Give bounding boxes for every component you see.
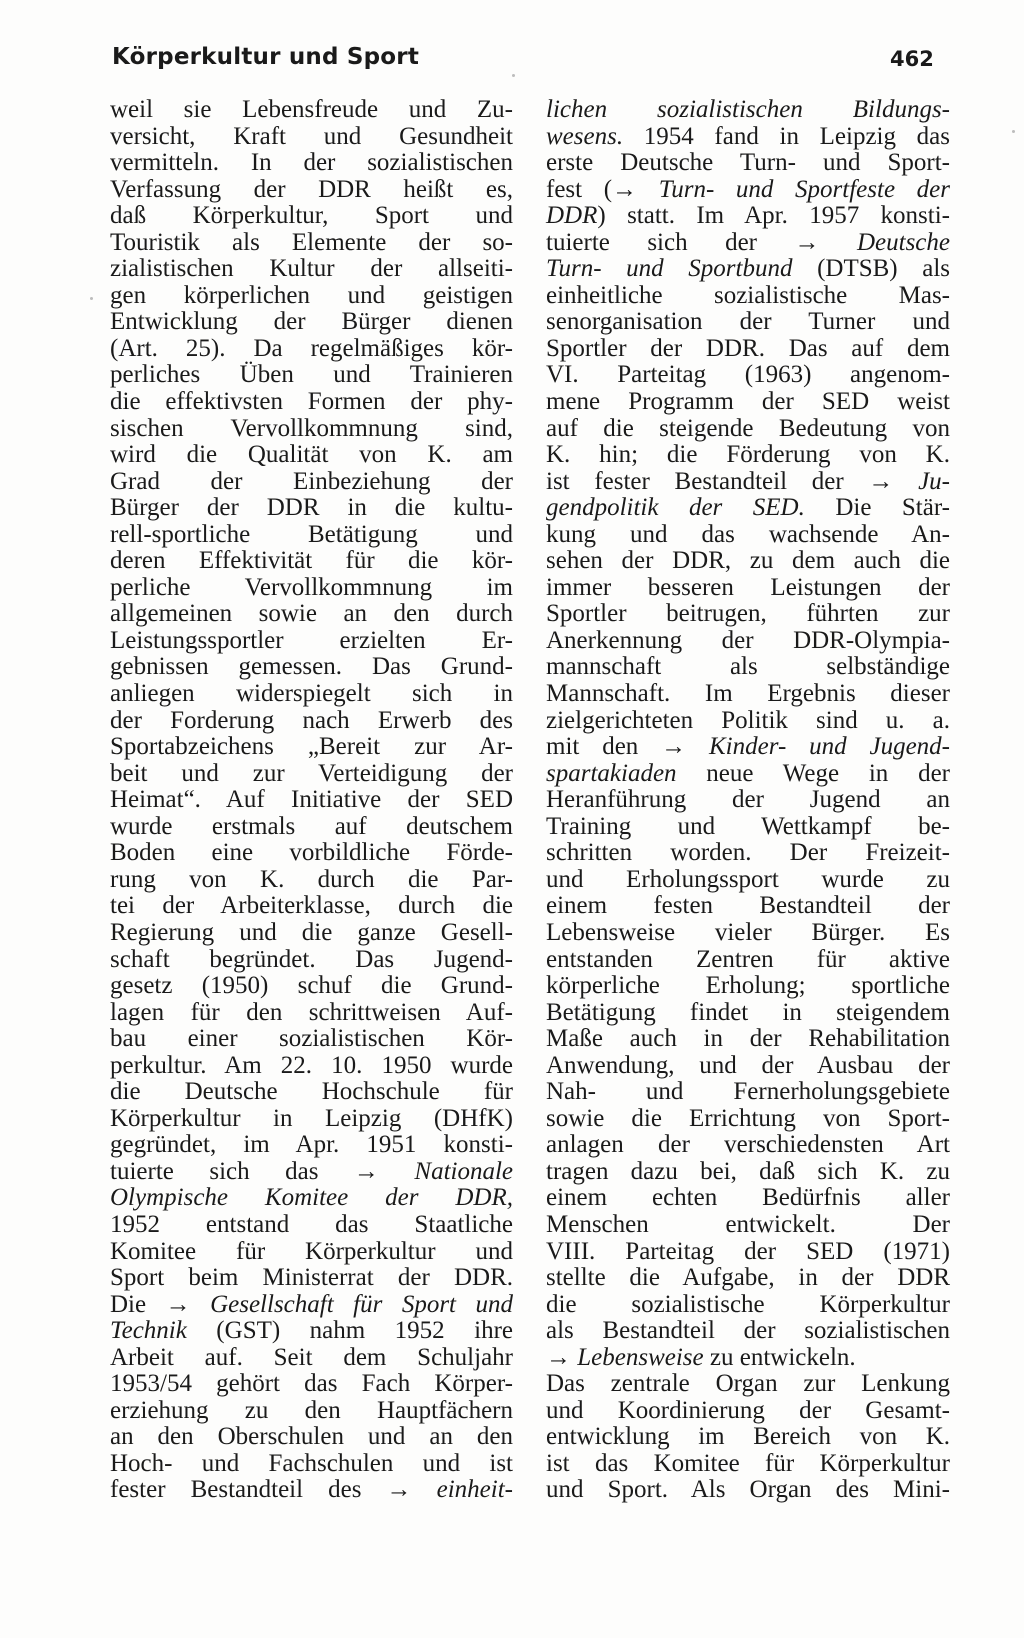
text-run: an den Oberschulen und an den <box>110 1423 513 1451</box>
text-run: Grad der Einbeziehung der <box>110 467 513 495</box>
text-line <box>546 681 950 708</box>
text-line <box>110 362 513 389</box>
text-run: erziehung zu den Hauptfächern <box>110 1396 513 1424</box>
text-run: wurde erstmals auf deutschem <box>110 812 513 840</box>
text-run: einem festen Bestandteil der <box>546 892 950 920</box>
text-line <box>110 708 513 735</box>
page-number: 462 <box>890 47 934 71</box>
text-line <box>110 761 513 788</box>
text-run: Boden eine vorbildliche Förde- <box>110 839 513 867</box>
text-run: senorganisation der Turner und <box>546 308 950 336</box>
text-run: und Erholungssport wurde zu <box>546 865 950 893</box>
text-run: erste Deutsche Turn- und Sport- <box>546 149 950 177</box>
text-run: Touristik als Elemente der so- <box>110 228 513 256</box>
text-line <box>110 734 513 761</box>
text-run: körperliche Erholung; sportliche <box>546 972 950 1000</box>
text-line <box>110 1371 513 1398</box>
text-line <box>110 1079 513 1106</box>
text-run: Heimat“. Auf Initiative der SED <box>110 786 513 814</box>
text-line <box>110 1026 513 1053</box>
text-run: zielgerichteten Politik sind u. a. <box>546 706 950 734</box>
text-line <box>110 495 513 522</box>
text-run: Hoch- und Fachschulen und ist <box>110 1449 513 1477</box>
text-line <box>110 920 513 947</box>
text-line <box>546 867 950 894</box>
text-line <box>546 150 950 177</box>
text-run: die Deutsche Hochschule für <box>110 1078 513 1106</box>
italic-term: Olympische Komitee der DDR, <box>110 1184 513 1212</box>
text-run: weil sie Lebensfreude und Zu- <box>110 96 513 123</box>
text-line <box>110 654 513 681</box>
text-line <box>546 1398 950 1425</box>
text-run: Sportler der DDR. Das auf dem <box>546 334 950 362</box>
text-line <box>110 601 513 628</box>
text-line <box>110 1000 513 1027</box>
text-line <box>546 947 950 974</box>
text-line <box>546 469 950 496</box>
text-line <box>546 522 950 549</box>
text-line <box>110 1106 513 1133</box>
text-run: tei der Arbeiterklasse, durch die <box>110 892 513 920</box>
text-run: und Koordinierung der Gesamt- <box>546 1396 950 1424</box>
text-line <box>110 1451 513 1478</box>
text-line <box>110 336 513 363</box>
text-run: (GST) nahm 1952 ihre <box>186 1317 513 1345</box>
text-line <box>546 787 950 814</box>
text-run: Die Stär- <box>804 494 950 522</box>
text-line <box>110 548 513 575</box>
text-line <box>546 1371 950 1398</box>
italic-term: DDR <box>546 202 598 230</box>
text-run: Training und Wettkampf be- <box>546 812 950 840</box>
text-run: rell-sportliche Betätigung und <box>110 520 513 548</box>
text-line <box>546 1477 950 1504</box>
text-line <box>110 1292 513 1319</box>
text-line <box>110 230 513 257</box>
text-run: Sportabzeichens „Bereit zur Ar- <box>110 733 513 761</box>
italic-term: Kinder- und Jugend- <box>709 733 950 761</box>
text-run: 1953/54 gehört das Fach Körper- <box>110 1370 513 1398</box>
text-line <box>546 1106 950 1133</box>
italic-term: gendpolitik der SED. <box>546 494 805 522</box>
text-run: tuierte sich der → <box>546 228 857 256</box>
text-run: Leistungssportler erzielten Er- <box>110 626 513 654</box>
text-line <box>546 124 950 151</box>
text-line <box>110 787 513 814</box>
text-line <box>110 1424 513 1451</box>
text-run: zu entwickeln. <box>703 1343 856 1371</box>
text-run: beit und zur Verteidigung der <box>110 759 513 787</box>
text-run: einheitliche sozialistische Mas- <box>546 281 950 309</box>
italic-term: Deutsche <box>856 228 950 256</box>
text-line <box>546 1451 950 1478</box>
text-line <box>546 336 950 363</box>
text-run: stellte die Aufgabe, in der DDR <box>546 1264 950 1292</box>
text-run: entwicklung im Bereich von K. <box>546 1423 950 1451</box>
text-run: tuierte sich das → <box>110 1157 415 1185</box>
text-run: wird die Qualität von K. am <box>110 441 513 469</box>
text-line <box>546 840 950 867</box>
text-run: neue Wege in der <box>676 759 950 787</box>
text-run: ist das Komitee für Körperkultur <box>546 1449 950 1477</box>
text-line <box>546 1185 950 1212</box>
italic-term: Technik <box>110 1317 187 1345</box>
text-line <box>546 1265 950 1292</box>
text-run: Die → <box>110 1290 211 1318</box>
text-run: anliegen widerspiegelt sich in <box>110 680 513 708</box>
text-run: Sport beim Ministerrat der DDR. <box>110 1264 513 1292</box>
text-line <box>110 1239 513 1266</box>
italic-term: Turn- und Sportbund <box>546 255 793 283</box>
italic-term: wesens. <box>546 122 624 150</box>
text-run: zialistischen Kultur der allseiti- <box>110 255 513 283</box>
text-run: sischen Vervollkommnung sind, <box>110 414 513 442</box>
text-line <box>546 389 950 416</box>
text-line <box>110 442 513 469</box>
text-line <box>110 389 513 416</box>
text-run: vermitteln. In der sozialistischen <box>110 149 513 177</box>
text-run: bau einer sozialistischen Kör- <box>110 1025 513 1053</box>
text-line <box>546 708 950 735</box>
text-line <box>110 177 513 204</box>
text-run: immer besseren Leistungen der <box>546 573 950 601</box>
text-column-left <box>110 97 513 1504</box>
italic-term: Lebensweise <box>577 1343 704 1371</box>
text-run: (Art. 25). Da regelmäßiges kör- <box>110 334 513 362</box>
text-run: die effektivsten Formen der phy- <box>110 388 513 416</box>
text-line <box>546 1424 950 1451</box>
text-line <box>546 256 950 283</box>
text-run: Sportler beitrugen, führten zur <box>546 600 950 628</box>
text-line <box>546 814 950 841</box>
text-line <box>546 309 950 336</box>
text-line <box>110 947 513 974</box>
text-line <box>110 575 513 602</box>
text-line <box>546 1345 950 1372</box>
text-line <box>110 681 513 708</box>
text-run: kung und das wachsende An- <box>546 520 950 548</box>
text-line <box>110 309 513 336</box>
text-run: VI. Parteitag (1963) angenom- <box>546 361 950 389</box>
text-run: 1952 entstand das Staatliche <box>110 1210 513 1238</box>
text-run: Mannschaft. Im Ergebnis dieser <box>546 680 950 708</box>
text-run: mannschaft als selbständige <box>546 653 950 681</box>
text-run: gesetz (1950) schuf die Grund- <box>110 972 513 1000</box>
text-line <box>546 1053 950 1080</box>
text-line <box>546 283 950 310</box>
text-run: perliche Vervollkommnung im <box>110 573 513 601</box>
text-run: die sozialistische Körperkultur <box>546 1290 950 1318</box>
text-run: gen körperlichen und geistigen <box>110 281 513 309</box>
paper-speck <box>90 297 93 300</box>
text-line <box>546 1079 950 1106</box>
text-run: Anerkennung der DDR-Olympia- <box>546 626 950 654</box>
italic-term: Gesellschaft für Sport und <box>210 1290 513 1318</box>
text-run: perliches Üben und Trainieren <box>110 361 513 389</box>
text-run: der Forderung nach Erwerb des <box>110 706 513 734</box>
text-run: Verfassung der DDR heißt es, <box>110 175 513 203</box>
paper-speck <box>1012 130 1015 133</box>
text-line <box>110 973 513 1000</box>
text-line <box>110 840 513 867</box>
text-run: Nah- und Fernerholungsgebiete <box>546 1078 950 1106</box>
text-run: auf die steigende Bedeutung von <box>546 414 950 442</box>
text-line <box>110 150 513 177</box>
text-run: Regierung und die ganze Gesell- <box>110 918 513 946</box>
text-line <box>546 1000 950 1027</box>
text-line <box>546 920 950 947</box>
text-line <box>546 1159 950 1186</box>
text-run: mit den → <box>546 733 709 761</box>
text-run: und Sport. Als Organ des Mini- <box>546 1476 950 1504</box>
text-line <box>110 867 513 894</box>
italic-term: Turn- und Sportfeste der <box>658 175 950 203</box>
text-run: einem echten Bedürfnis aller <box>546 1184 950 1212</box>
text-line <box>546 734 950 761</box>
text-run: lagen für den schrittweisen Auf- <box>110 998 513 1026</box>
text-line <box>546 442 950 469</box>
text-line <box>546 575 950 602</box>
text-line <box>546 97 950 124</box>
text-line <box>546 1292 950 1319</box>
text-line <box>110 1398 513 1425</box>
text-line <box>546 893 950 920</box>
text-line <box>546 548 950 575</box>
text-line <box>110 124 513 151</box>
text-line <box>110 1132 513 1159</box>
text-run: → <box>546 1343 578 1371</box>
text-line <box>110 283 513 310</box>
text-run: K. hin; die Förderung von K. <box>546 441 950 469</box>
text-line <box>546 601 950 628</box>
text-run: Anwendung, und der Ausbau der <box>546 1051 950 1079</box>
text-run: Heranführung der Jugend an <box>546 786 950 814</box>
text-run: schritten worden. Der Freizeit- <box>546 839 950 867</box>
text-run: Entwicklung der Bürger dienen <box>110 308 513 336</box>
running-head: Körperkultur und Sport <box>112 44 420 70</box>
text-line <box>546 654 950 681</box>
text-line <box>110 522 513 549</box>
text-line <box>546 177 950 204</box>
text-run: (DTSB) als <box>792 255 950 283</box>
text-line <box>546 495 950 522</box>
text-run: ist fester Bestandteil der → <box>546 467 919 495</box>
text-run: schaft begründet. Das Jugend- <box>110 945 513 973</box>
italic-term: Ju- <box>918 467 950 495</box>
text-line <box>546 1132 950 1159</box>
text-line <box>546 362 950 389</box>
italic-term: einheit- <box>436 1476 513 1504</box>
text-column-right <box>546 97 950 1504</box>
text-run: Körperkultur in Leipzig (DHfK) <box>110 1104 513 1132</box>
italic-term: Nationale <box>414 1157 513 1185</box>
text-run: als Bestandteil der sozialistischen <box>546 1317 950 1345</box>
text-line <box>110 1159 513 1186</box>
text-line <box>110 1345 513 1372</box>
text-run: ) statt. Im Apr. 1957 konsti- <box>597 202 950 230</box>
text-run: allgemeinen sowie an den durch <box>110 600 513 628</box>
text-run: mene Programm der SED weist <box>546 388 950 416</box>
text-run: fester Bestandteil des → <box>110 1476 437 1504</box>
text-line <box>110 1212 513 1239</box>
text-line <box>546 1212 950 1239</box>
text-line <box>546 761 950 788</box>
text-run: fest (→ <box>546 175 659 203</box>
text-line <box>546 1026 950 1053</box>
text-line <box>110 256 513 283</box>
text-run: daß Körperkultur, Sport und <box>110 202 513 230</box>
text-line <box>546 230 950 257</box>
text-line <box>110 1318 513 1345</box>
italic-term: lichen sozialistischen Bildungs- <box>546 96 950 123</box>
text-line <box>110 1265 513 1292</box>
text-line <box>110 416 513 443</box>
text-run: Menschen entwickelt. Der <box>546 1210 950 1238</box>
text-line <box>110 203 513 230</box>
text-run: Lebensweise vieler Bürger. Es <box>546 918 950 946</box>
text-line <box>110 1477 513 1504</box>
text-run: entstanden Zentren für aktive <box>546 945 950 973</box>
text-line <box>110 97 513 124</box>
text-run: rung von K. durch die Par- <box>110 865 513 893</box>
text-run: Komitee für Körperkultur und <box>110 1237 513 1265</box>
text-run: Das zentrale Organ zur Lenkung <box>546 1370 950 1398</box>
text-line <box>546 628 950 655</box>
text-line <box>546 1239 950 1266</box>
text-line <box>546 416 950 443</box>
text-line <box>546 203 950 230</box>
text-run: Arbeit auf. Seit dem Schuljahr <box>110 1343 513 1371</box>
text-line <box>110 814 513 841</box>
text-run: gebnissen gemessen. Das Grund- <box>110 653 513 681</box>
text-run: sehen der DDR, zu dem auch die <box>546 547 950 575</box>
text-line <box>110 1053 513 1080</box>
text-run: versicht, Kraft und Gesundheit <box>110 122 513 150</box>
text-run: perkultur. Am 22. 10. 1950 wurde <box>110 1051 513 1079</box>
paper-speck <box>512 74 515 77</box>
italic-term: spartakiaden <box>546 759 677 787</box>
text-run: deren Effektivität für die kör- <box>110 547 513 575</box>
text-run: sowie die Errichtung von Sport- <box>546 1104 950 1132</box>
text-line <box>110 1185 513 1212</box>
text-line <box>110 893 513 920</box>
text-run: VIII. Parteitag der SED (1971) <box>546 1237 950 1265</box>
text-run: Betätigung findet in steigendem <box>546 998 950 1026</box>
text-run: anlagen der verschiedensten Art <box>546 1131 950 1159</box>
text-run: Bürger der DDR in die kultu- <box>110 494 513 522</box>
text-line <box>110 469 513 496</box>
text-run: gegründet, im Apr. 1951 konsti- <box>110 1131 513 1159</box>
text-line <box>546 973 950 1000</box>
text-run: Maße auch in der Rehabilitation <box>546 1025 950 1053</box>
text-run: tragen dazu bei, daß sich K. zu <box>546 1157 950 1185</box>
text-run: 1954 fand in Leipzig das <box>623 122 950 150</box>
text-line <box>110 628 513 655</box>
text-line <box>546 1318 950 1345</box>
